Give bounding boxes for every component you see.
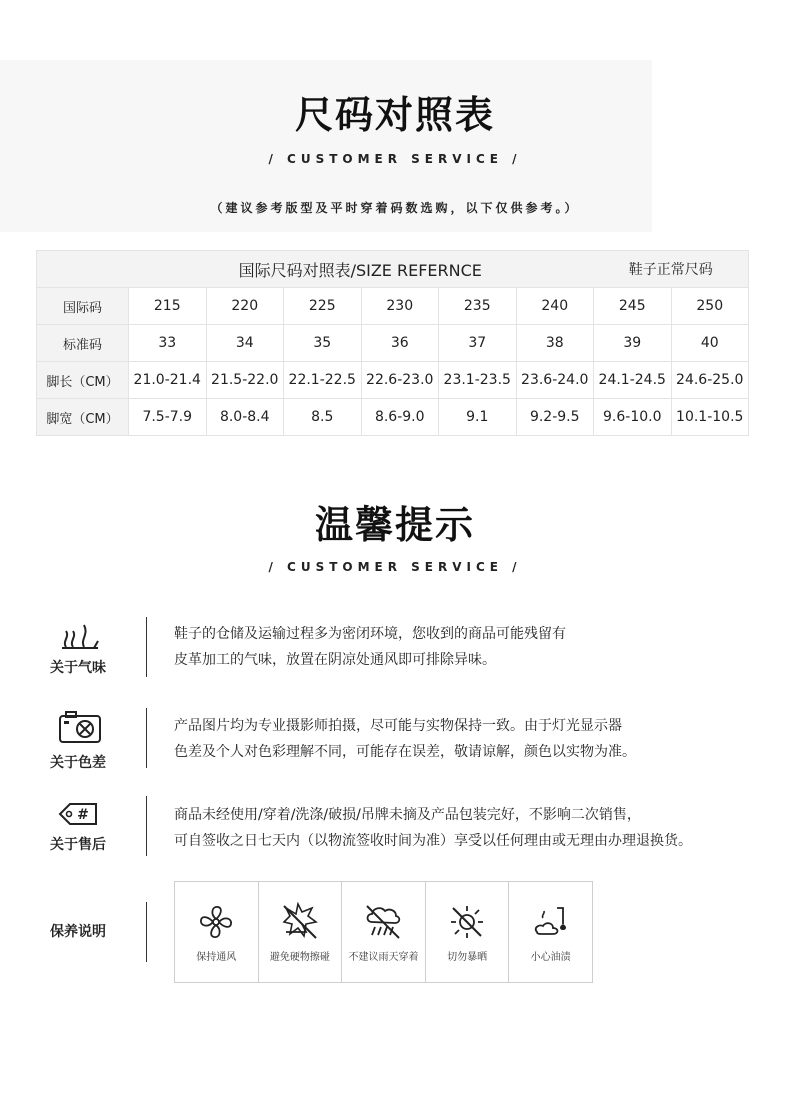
care-item-no-sun: [426, 882, 510, 982]
size-table-header-right: 鞋子正常尺码: [594, 251, 749, 288]
care-item-label: 避免硬物擦碰: [269, 952, 330, 963]
table-cell: 37: [439, 325, 517, 362]
care-divider: [146, 902, 147, 962]
smell-icon: [56, 621, 108, 657]
table-cell: 34: [206, 325, 284, 362]
tip-text-line: 皮革加工的气味，放置在阴凉处通风即可排除异味。: [174, 652, 496, 668]
tip-text: [174, 621, 566, 673]
table-cell: 22.6-23.0: [361, 362, 439, 399]
care-item-label: 保持通风: [196, 952, 237, 963]
size-chart-title: 尺码对照表: [294, 93, 495, 137]
size-chart-table: [36, 250, 749, 436]
scrape-icon: [280, 902, 320, 942]
tip-divider: [146, 708, 147, 768]
tip-smell: [0, 617, 790, 677]
table-row: [37, 288, 749, 325]
table-cell: 33: [129, 325, 207, 362]
tip-text-line: 产品图片均为专业摄影师拍摄，尽可能与实物保持一致。由于灯光显示器: [174, 718, 622, 734]
table-cell: 225: [284, 288, 362, 325]
tip-text-line: 商品未经使用/穿着/洗涤/破损/吊牌未摘及产品包装完好，不影响二次销售，: [174, 807, 641, 823]
care-label: 保养说明: [50, 924, 106, 940]
table-cell: 39: [594, 325, 672, 362]
tip-after-sales: [0, 796, 790, 856]
table-cell: 38: [516, 325, 594, 362]
oil-icon: [531, 902, 571, 942]
table-cell: 9.2-9.5: [516, 399, 594, 436]
size-table-header-row: [37, 251, 749, 288]
rain-icon: [363, 902, 403, 942]
tips-subtitle: / CUSTOMER SERVICE /: [268, 560, 522, 574]
tip-color: [0, 708, 790, 771]
row-label: 国际码: [37, 288, 129, 325]
tip-label: 关于售后: [50, 837, 106, 853]
tip-label: 关于气味: [50, 660, 106, 676]
table-cell: 9.6-10.0: [594, 399, 672, 436]
table-cell: 245: [594, 288, 672, 325]
table-cell: 36: [361, 325, 439, 362]
care-item-label: 不建议雨天穿着: [348, 952, 419, 963]
table-cell: 23.6-24.0: [516, 362, 594, 399]
table-cell: 8.5: [284, 399, 362, 436]
table-cell: 220: [206, 288, 284, 325]
table-cell: 21.5-22.0: [206, 362, 284, 399]
tip-text: [174, 713, 636, 765]
tag-icon-text: #: [77, 807, 89, 823]
size-advice-note: （建议参考版型及平时穿着码数选购，以下仅供参考。）: [210, 201, 580, 215]
care-icons-panel: [174, 881, 593, 983]
table-cell: 8.6-9.0: [361, 399, 439, 436]
table-cell: 250: [671, 288, 749, 325]
tip-divider: [146, 796, 147, 856]
table-cell: 35: [284, 325, 362, 362]
table-cell: 10.1-10.5: [671, 399, 749, 436]
tag-icon: [56, 802, 108, 838]
size-table-header-main: 国际尺码对照表/SIZE REFERNCE: [37, 251, 594, 288]
tip-label: 关于色差: [50, 755, 106, 771]
table-cell: 24.1-24.5: [594, 362, 672, 399]
table-cell: 7.5-7.9: [129, 399, 207, 436]
table-cell: 21.0-21.4: [129, 362, 207, 399]
fan-icon: [196, 902, 236, 942]
sun-icon: [447, 902, 487, 942]
tip-text: [174, 802, 692, 854]
camera-icon: [56, 710, 108, 746]
table-cell: 40: [671, 325, 749, 362]
table-cell: 230: [361, 288, 439, 325]
table-cell: 240: [516, 288, 594, 325]
table-cell: 23.1-23.5: [439, 362, 517, 399]
row-label: 标准码: [37, 325, 129, 362]
row-label: 脚宽（CM）: [37, 399, 129, 436]
size-chart-subtitle: / CUSTOMER SERVICE /: [268, 152, 522, 166]
care-item-oil: [509, 882, 592, 982]
table-cell: 22.1-22.5: [284, 362, 362, 399]
care-item-label: 小心油渍: [530, 952, 571, 963]
care-item-ventilate: [175, 882, 259, 982]
table-row: [37, 399, 749, 436]
tip-text-line: 鞋子的仓储及运输过程多为密闭环境，您收到的商品可能残留有: [174, 626, 566, 642]
care-item-no-rain: [342, 882, 426, 982]
row-label: 脚长（CM）: [37, 362, 129, 399]
table-row: [37, 325, 749, 362]
table-cell: 215: [129, 288, 207, 325]
tip-text-line: 色差及个人对色彩理解不同，可能存在误差，敬请谅解，颜色以实物为准。: [174, 744, 636, 760]
table-cell: 24.6-25.0: [671, 362, 749, 399]
table-cell: 235: [439, 288, 517, 325]
table-cell: 9.1: [439, 399, 517, 436]
tip-text-line: 可自签收之日七天内（以物流签收时间为准）享受以任何理由或无理由办理退换货。: [174, 833, 692, 849]
tips-title: 温馨提示: [314, 503, 475, 547]
tip-divider: [146, 617, 147, 677]
care-item-label: 切勿暴晒: [447, 952, 488, 963]
care-item-avoid-scrape: [259, 882, 343, 982]
table-cell: 8.0-8.4: [206, 399, 284, 436]
table-row: [37, 362, 749, 399]
